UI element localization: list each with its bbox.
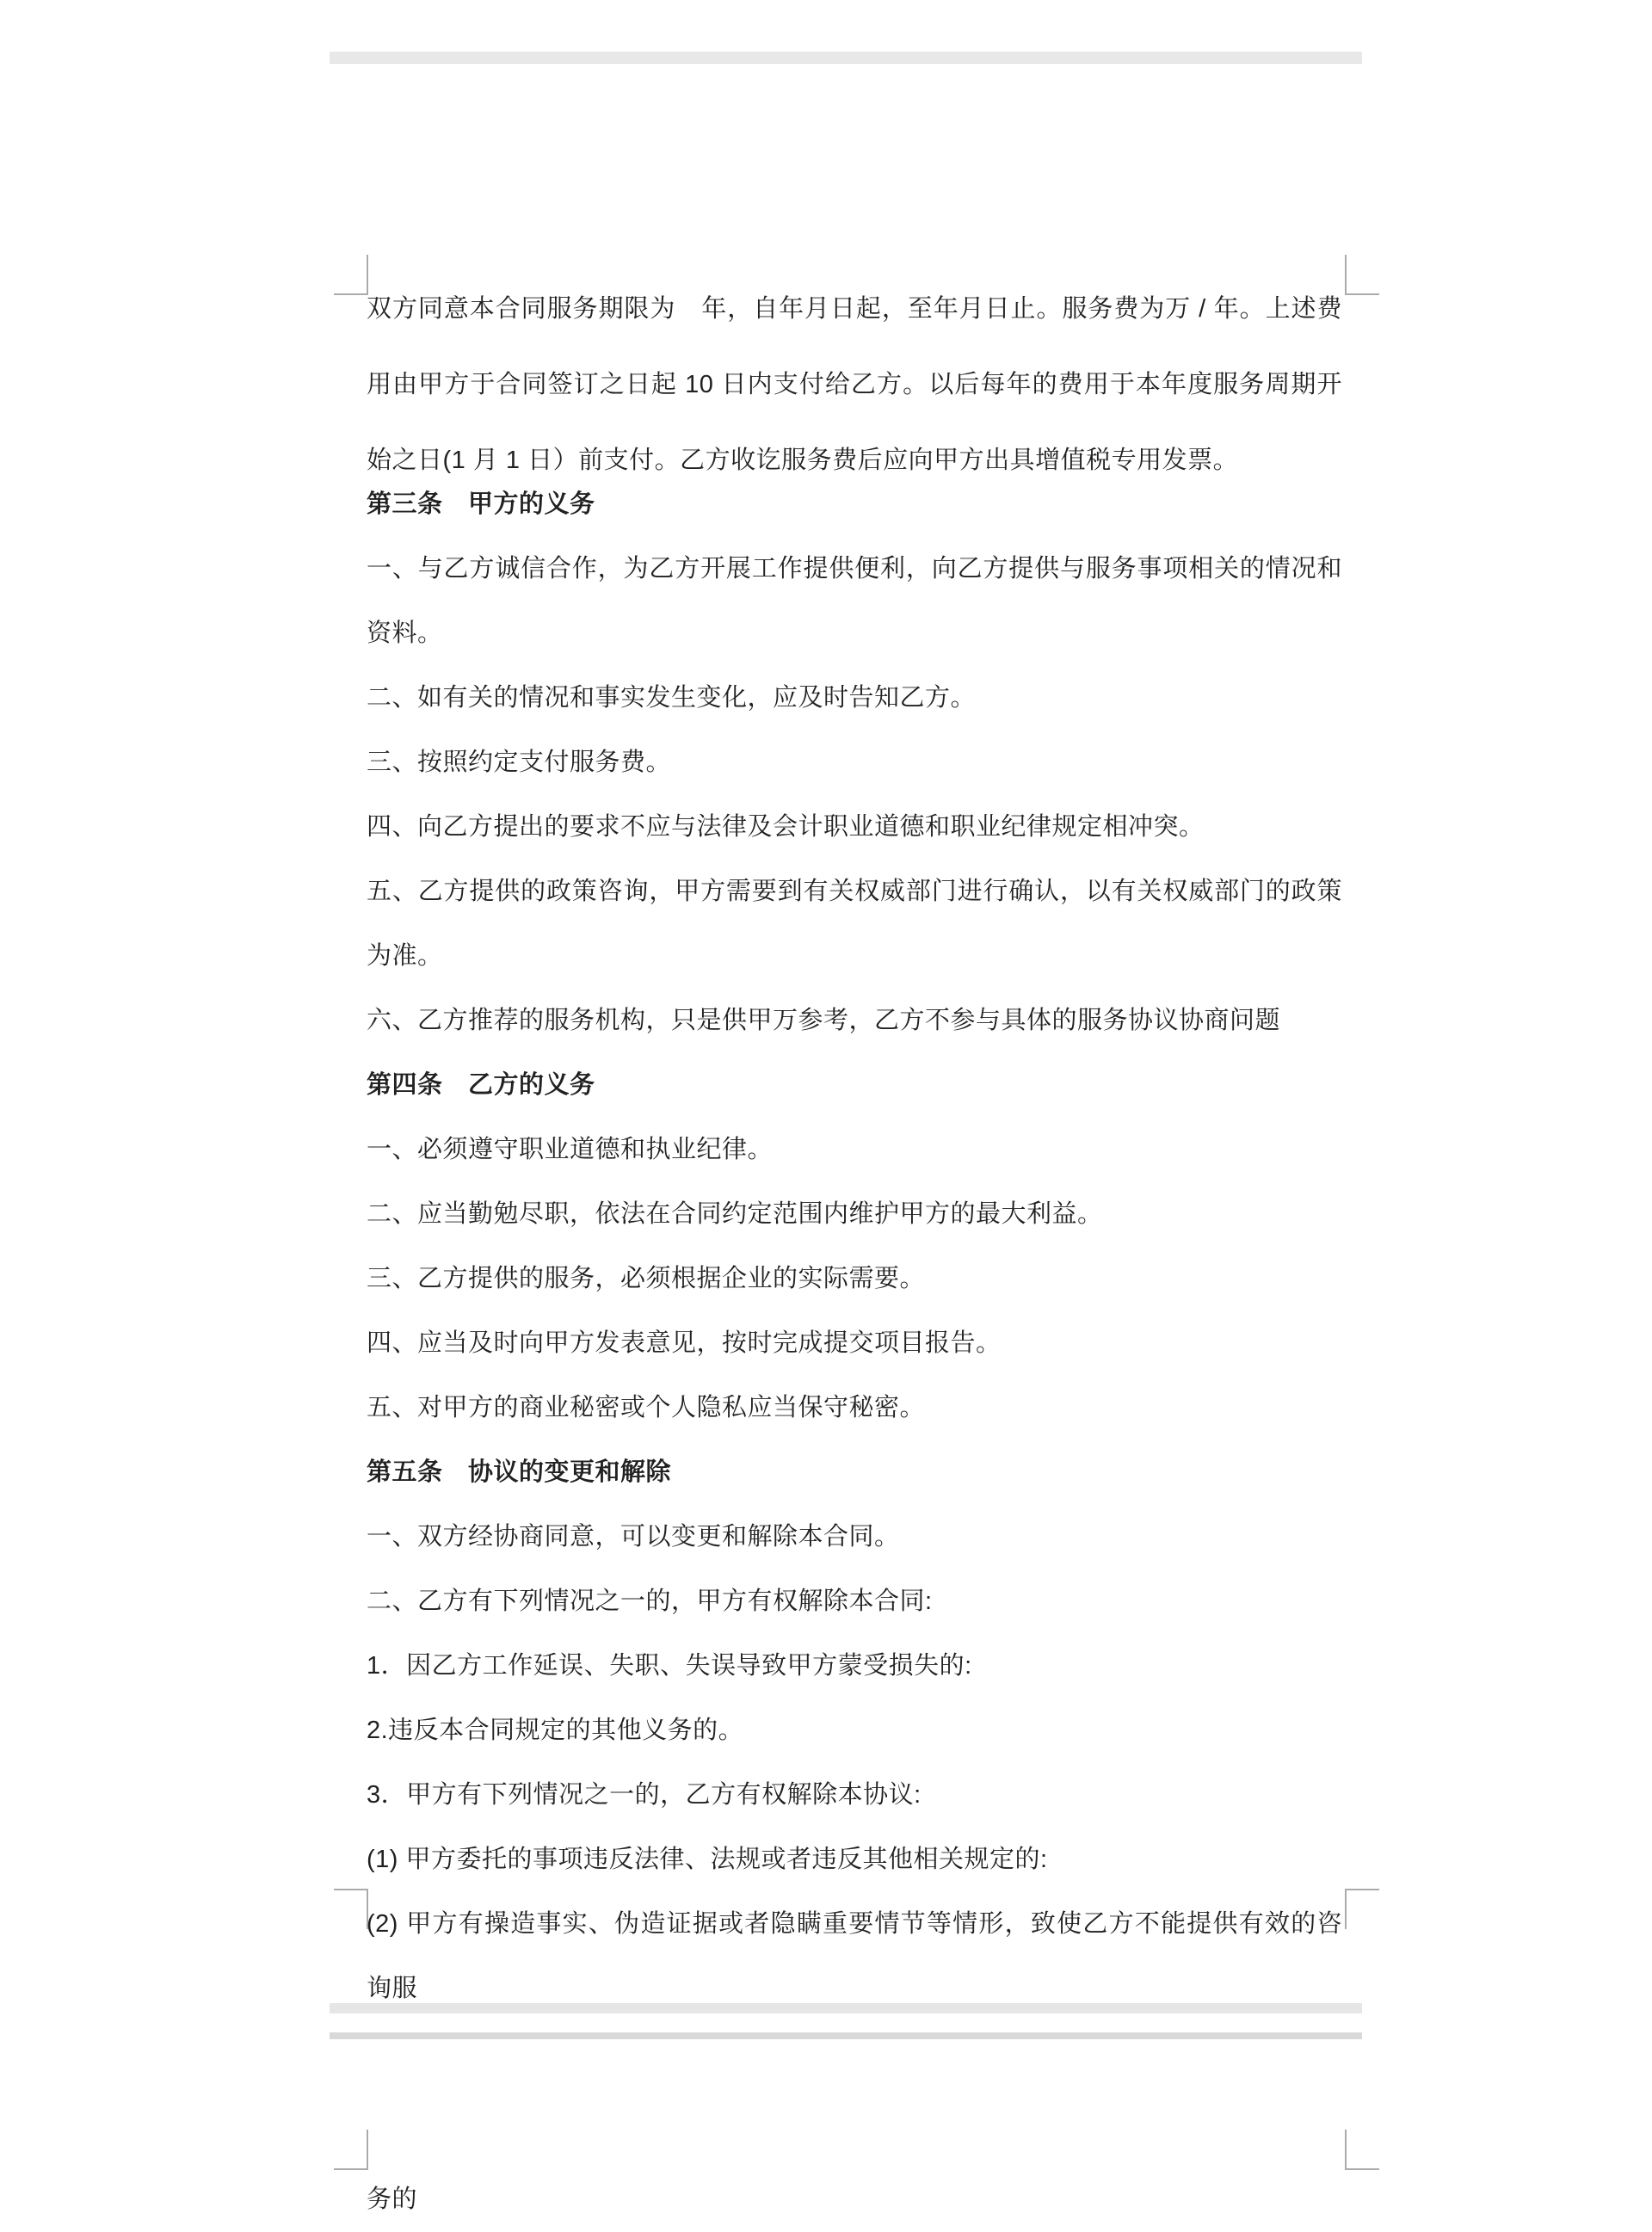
- contract-paragraph: 1．因乙方工作延误、失职、失误导致甲方蒙受损失的:: [367, 1652, 972, 1680]
- contract-paragraph: 四、向乙方提出的要求不应与法律及会计职业道德和职业纪律规定相冲突。: [367, 813, 1205, 841]
- contract-paragraph: 二、如有关的情况和事实发生变化，应及时告知乙方。: [367, 684, 977, 712]
- crop-mark-top-left: [334, 255, 368, 295]
- crop-mark-bottom-right: [1345, 1889, 1379, 1929]
- crop-mark-top-right: [1345, 2130, 1379, 2170]
- contract-paragraph: 3．甲方有下列情况之一的，乙方有权解除本协议:: [367, 1781, 922, 1809]
- contract-paragraph: 五、对甲方的商业秘密或个人隐私应当保守秘密。: [367, 1394, 926, 1421]
- contract-paragraph: 一、必须遵守职业道德和执业纪律。: [367, 1136, 774, 1163]
- page-1: [330, 64, 1362, 2003]
- contract-paragraph: 三、乙方提供的服务，必须根据企业的实际需要。: [367, 1265, 926, 1292]
- contract-paragraph: 六、乙方推荐的服务机构，只是供甲万参考，乙方不参与具体的服务协议协商问题: [367, 1007, 1281, 1034]
- page-2: [330, 2039, 1362, 2213]
- contract-paragraph: 四、应当及时向甲方发表意见，按时完成提交项目报告。: [367, 1329, 1002, 1357]
- contract-paragraph: (1) 甲方委托的事项违反法律、法规或者违反其他相关规定的:: [367, 1846, 1048, 1873]
- crop-mark-bottom-left: [334, 1889, 368, 1929]
- page2-text-fragment: 务的: [367, 2186, 418, 2213]
- contract-paragraph: 五、乙方提供的政策咨询，甲方需要到有关权威部门进行确认，以有关权威部门的政策为准。: [367, 878, 1342, 970]
- crop-mark-top-right: [1345, 255, 1379, 295]
- contract-paragraph: 一、与乙方诚信合作，为乙方开展工作提供便利，向乙方提供与服务事项相关的情况和资料。: [367, 555, 1342, 647]
- section-heading: 第五条 协议的变更和解除: [367, 1458, 672, 1486]
- contract-paragraph: 二、乙方有下列情况之一的，甲方有权解除本合同:: [367, 1588, 933, 1615]
- section-heading: 第三条 甲方的义务: [367, 490, 595, 518]
- contract-paragraph: 一、双方经协商同意，可以变更和解除本合同。: [367, 1523, 900, 1551]
- contract-paragraph: (2) 甲方有操造事实、伪造证据或者隐瞒重要情节等情形，致使乙方不能提供有效的咨询服: [367, 1910, 1342, 2002]
- contract-paragraph: 双方同意本合同服务期限为 年，自年月日起，至年月日止。服务费为万 / 年。上述费用由甲方于合同签订之日起 10 日内支付给乙方。以后每年的费用于本年度服务周期开始之日(1 月 1 日）前支付。乙方收讫服务费后应向甲方出具增值税专用发票。: [367, 295, 1342, 474]
- page2-top-shadow: [330, 2032, 1362, 2039]
- section-heading: 第四条 乙方的义务: [367, 1071, 595, 1099]
- contract-paragraph: 三、按照约定支付服务费。: [367, 749, 672, 776]
- page1-bottom-shadow: [330, 2003, 1362, 2013]
- text-block: [367, 271, 1342, 2021]
- contract-paragraph: 二、应当勤勉尽职，依法在合同约定范围内维护甲方的最大利益。: [367, 1200, 1103, 1228]
- contract-paragraph: 2.违反本合同规定的其他义务的。: [367, 1717, 744, 1744]
- crop-mark-top-left: [334, 2130, 368, 2170]
- page-gap-top: [330, 52, 1362, 64]
